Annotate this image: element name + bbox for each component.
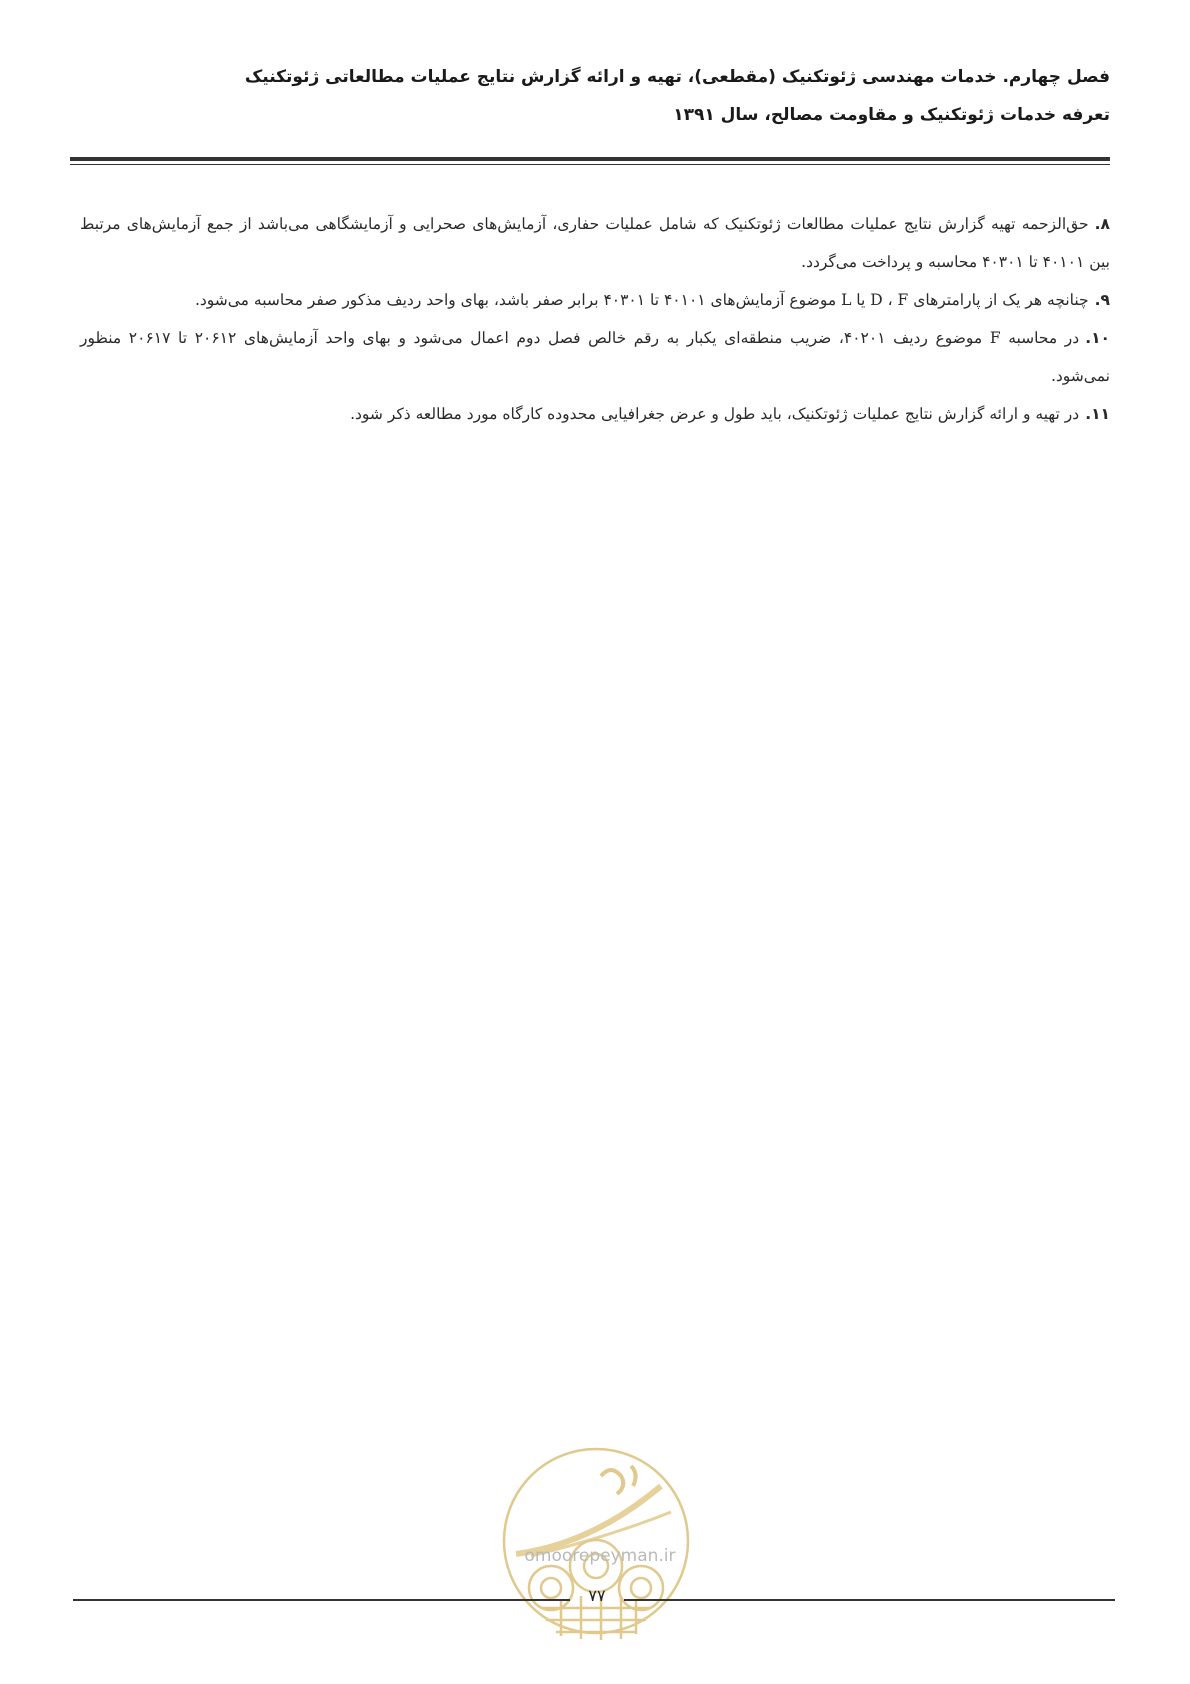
paragraph-9 [80, 281, 1110, 319]
page-number: ۷۷ [588, 1586, 606, 1605]
paragraph-10 [80, 319, 1110, 395]
paragraph-text: در محاسبه F موضوع ردیف ۴۰۲۰۱، ضریب منطقه‌ای یکبار به رقم خالص فصل دوم اعمال می‌شود و بهای واحد آزمایش‌های ۲۰۶۱۲ تا ۲۰۶۱۷ منظور نمی‌شود. [80, 329, 1110, 385]
header-divider-thin [70, 164, 1110, 165]
tariff-title: تعرفه خدمات ژئوتکنیک و مقاومت مصالح، سال ۱۳۹۱ [673, 105, 1110, 125]
paragraph-number: ۸. [1094, 215, 1110, 233]
paragraph-11 [80, 395, 1110, 433]
chapter-title: فصل چهارم. خدمات مهندسی ژئوتکنیک (مقطعی)، تهیه و ارائه گزارش نتایج عملیات مطالعاتی ژئوتکنیک [244, 67, 1110, 87]
paragraph-number: ۱۱. [1085, 405, 1110, 423]
body-text [80, 205, 1110, 433]
paragraph-number: ۹. [1094, 291, 1110, 309]
header-divider-thick [70, 157, 1110, 161]
footer-rule-left [73, 1599, 570, 1601]
paragraph-text: چنانچه هر یک از پارامترهای D ، F یا L موضوع آزمایش‌های ۴۰۱۰۱ تا ۴۰۳۰۱ برابر صفر باشد، بهای واحد ردیف مذکور صفر محاسبه می‌شود. [194, 291, 1089, 309]
paragraph-text: حق‌الزحمه تهیه گزارش نتایج عملیات مطالعات ژئوتکنیک که شامل عملیات حفاری، آزمایش‌های صحرایی و آزمایشگاهی می‌باشد از جمع آزمایش‌های مرتبط بین ۴۰۱۰۱ تا ۴۰۳۰۱ محاسبه و پرداخت می‌گردد. [80, 215, 1110, 271]
paragraph-number: ۱۰. [1085, 329, 1111, 347]
paragraph-text: در تهیه و ارائه گزارش نتایج عملیات ژئوتکنیک، باید طول و عرض جغرافیایی محدوده کارگاه مورد مطالعه ذکر شود. [350, 405, 1080, 423]
watermark-caption: omoorepeyman.ir [524, 1546, 676, 1566]
page-header [80, 58, 1110, 134]
watermark-logo [491, 1436, 701, 1646]
footer-rule-right [624, 1599, 1115, 1601]
paragraph-8 [80, 205, 1110, 281]
